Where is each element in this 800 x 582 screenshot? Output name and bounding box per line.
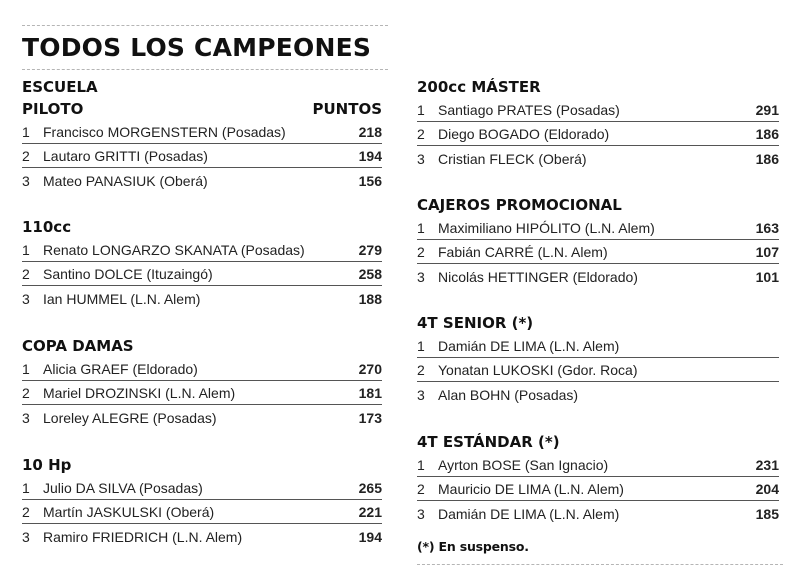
section-copa-damas: [22, 335, 382, 429]
position-number: 2: [417, 362, 425, 378]
points-value: 258: [358, 266, 382, 282]
points-value: 101: [755, 269, 779, 285]
pilot-name: Yonatan LUKOSKI (Gdor. Roca): [438, 362, 638, 378]
column-header-puntos: PUNTOS: [312, 100, 382, 118]
section-title: 4T SENIOR (*): [417, 314, 534, 332]
table-row: [417, 122, 779, 146]
position-number: 2: [417, 481, 425, 497]
table-row: [22, 476, 382, 500]
table-row: [417, 334, 779, 358]
bottom-divider: [417, 564, 783, 565]
points-value: 194: [358, 529, 382, 545]
table-row: [417, 358, 779, 382]
pilot-name: Mariel DROZINSKI (L.N. Alem): [43, 385, 236, 401]
points-value: 204: [755, 481, 779, 497]
section-title: CAJEROS PROMOCIONAL: [417, 196, 622, 214]
section-title: 200cc MÁSTER: [417, 78, 541, 96]
table-row: [22, 357, 382, 381]
table-row: [22, 381, 382, 405]
position-number: 1: [22, 361, 30, 377]
table-row: [417, 453, 779, 477]
pilot-name: Cristian FLECK (Oberá): [438, 151, 587, 167]
pilot-name: Fabián CARRÉ (L.N. Alem): [438, 244, 608, 260]
pilot-name: Lautaro GRITTI (Posadas): [43, 148, 208, 164]
table-row: [417, 240, 779, 264]
section-title: 10 Hp: [22, 456, 72, 474]
table-row: [22, 120, 382, 144]
pilot-name: Mateo PANASIUK (Oberá): [43, 173, 208, 189]
position-number: 1: [417, 338, 425, 354]
pilot-name: Ian HUMMEL (L.N. Alem): [43, 291, 201, 307]
table-row: [417, 501, 779, 525]
section-cajeros-promocional: [417, 194, 779, 288]
position-number: 3: [22, 173, 30, 189]
position-number: 1: [22, 480, 30, 496]
section-title: COPA DAMAS: [22, 337, 134, 355]
pilot-name: Martín JASKULSKI (Oberá): [43, 504, 215, 520]
points-value: 270: [358, 361, 382, 377]
pilot-name: Santiago PRATES (Posadas): [438, 102, 620, 118]
points-value: 188: [358, 291, 382, 307]
position-number: 3: [22, 529, 30, 545]
footnote: (*) En suspenso.: [417, 539, 529, 554]
pilot-name: Julio DA SILVA (Posadas): [43, 480, 203, 496]
points-value: 186: [755, 151, 779, 167]
pilot-name: Maximiliano HIPÓLITO (L.N. Alem): [438, 220, 655, 236]
table-row: [417, 264, 779, 288]
table-row: [22, 405, 382, 429]
position-number: 1: [417, 102, 425, 118]
table-row: [22, 524, 382, 548]
table-row: [22, 262, 382, 286]
position-number: 1: [22, 242, 30, 258]
pilot-name: Mauricio DE LIMA (L.N. Alem): [438, 481, 624, 497]
position-number: 2: [22, 266, 30, 282]
section-escuela: [22, 76, 382, 192]
section-10hp: [22, 454, 382, 548]
pilot-name: Ramiro FRIEDRICH (L.N. Alem): [43, 529, 243, 545]
position-number: 3: [417, 506, 425, 522]
table-row: [22, 168, 382, 192]
pilot-name: Damián DE LIMA (L.N. Alem): [438, 338, 620, 354]
position-number: 3: [417, 151, 425, 167]
points-value: 163: [755, 220, 779, 236]
points-value: 291: [755, 102, 779, 118]
position-number: 1: [417, 457, 425, 473]
pilot-name: Renato LONGARZO SKANATA (Posadas): [43, 242, 305, 258]
table-row: [417, 216, 779, 240]
position-number: 2: [417, 126, 425, 142]
top-divider: [22, 25, 388, 26]
pilot-name: Alan BOHN (Posadas): [438, 387, 579, 403]
position-number: 2: [417, 244, 425, 260]
points-value: 107: [755, 244, 779, 260]
table-row: [417, 477, 779, 501]
section-4t-estandar: [417, 431, 779, 525]
points-value: 231: [755, 457, 779, 473]
section-title: 110cc: [22, 218, 72, 236]
pilot-name: Diego BOGADO (Eldorado): [438, 126, 610, 142]
points-value: 279: [358, 242, 382, 258]
points-value: 218: [358, 124, 382, 140]
section-110cc: [22, 216, 382, 310]
pilot-name: Francisco MORGENSTERN (Posadas): [43, 124, 286, 140]
column-header-row: [22, 98, 382, 120]
position-number: 1: [22, 124, 30, 140]
table-row: [417, 382, 779, 406]
section-title: 4T ESTÁNDAR (*): [417, 433, 560, 451]
section-4t-senior: [417, 312, 779, 406]
section-title: ESCUELA: [22, 78, 98, 96]
points-value: 265: [358, 480, 382, 496]
points-value: 221: [358, 504, 382, 520]
page-title: TODOS LOS CAMPEONES: [22, 33, 372, 62]
points-value: 194: [358, 148, 382, 164]
table-row: [417, 146, 779, 170]
table-row: [22, 144, 382, 168]
points-value: 173: [358, 410, 382, 426]
position-number: 1: [417, 220, 425, 236]
pilot-name: Ayrton BOSE (San Ignacio): [438, 457, 609, 473]
position-number: 2: [22, 148, 30, 164]
position-number: 2: [22, 385, 30, 401]
section-200cc-master: [417, 76, 779, 170]
pilot-name: Nicolás HETTINGER (Eldorado): [438, 269, 638, 285]
pilot-name: Alicia GRAEF (Eldorado): [43, 361, 198, 377]
table-row: [22, 286, 382, 310]
pilot-name: Loreley ALEGRE (Posadas): [43, 410, 217, 426]
points-value: 181: [358, 385, 382, 401]
position-number: 3: [417, 387, 425, 403]
column-header-piloto: PILOTO: [22, 100, 84, 118]
points-value: 156: [358, 173, 382, 189]
points-value: 185: [755, 506, 779, 522]
points-value: 186: [755, 126, 779, 142]
position-number: 3: [22, 410, 30, 426]
table-row: [22, 500, 382, 524]
position-number: 3: [417, 269, 425, 285]
pilot-name: Santino DOLCE (Ituzaingó): [43, 266, 213, 282]
title-divider: [22, 69, 388, 70]
position-number: 3: [22, 291, 30, 307]
table-row: [417, 98, 779, 122]
pilot-name: Damián DE LIMA (L.N. Alem): [438, 506, 620, 522]
table-row: [22, 238, 382, 262]
position-number: 2: [22, 504, 30, 520]
